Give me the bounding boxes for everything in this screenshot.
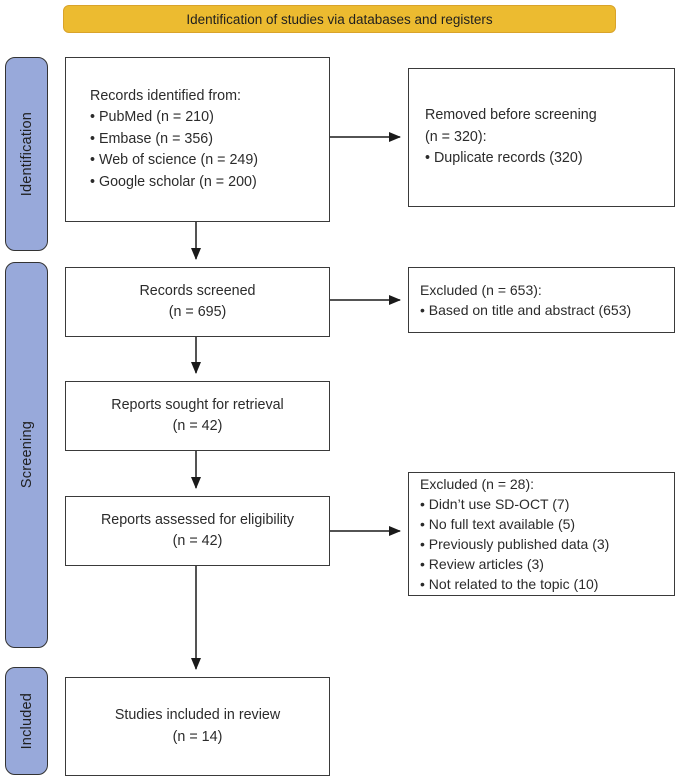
box-excluded-eligibility: [408, 472, 675, 596]
stage-label-identification: [5, 57, 48, 251]
box-records-screened: [65, 267, 330, 337]
box-studies-included: [65, 677, 330, 776]
box-title: Records identified from:: [90, 87, 241, 104]
box-reports-assessed: [65, 496, 330, 566]
bullet-item: • No full text available (5): [420, 514, 609, 534]
stage-included-text: Included: [18, 692, 35, 750]
box-line2: (n = 14): [172, 728, 223, 745]
bullet-list: [90, 107, 258, 193]
box-reports-sought: [65, 381, 330, 451]
bullet-item: • PubMed (n = 210): [90, 107, 258, 128]
bullet-item: • Didn’t use SD-OCT (7): [420, 494, 609, 514]
box-line2: (n = 42): [172, 533, 223, 549]
box-records-identified: [65, 57, 330, 222]
box-line1: Reports assessed for eligibility: [100, 511, 295, 528]
box-excluded-title-abstract: [408, 267, 675, 333]
banner-label: Identification of studies via databases and registers: [186, 11, 493, 27]
bullet-item: • Previously published data (3): [420, 534, 609, 554]
bullet-item: • Duplicate records (320): [425, 148, 597, 169]
box-line1: Reports sought for retrieval: [111, 396, 284, 413]
bullet-list: [425, 148, 597, 169]
box-title: Excluded (n = 653):: [420, 281, 542, 298]
bullet-item: • Web of science (n = 249): [90, 150, 258, 171]
box-removed-before-screening: [408, 68, 675, 207]
stage-identification-text: Identification: [18, 111, 35, 197]
bullet-list: [420, 300, 631, 320]
box-title: Excluded (n = 28):: [420, 475, 535, 492]
stage-screening-text: Screening: [18, 421, 35, 489]
box-line1: Records screened: [139, 282, 256, 299]
stage-label-included: [5, 667, 48, 775]
bullet-item: • Review articles (3): [420, 554, 609, 574]
box-line1: Studies included in review: [114, 707, 281, 724]
box-title-line2: (n = 320):: [425, 128, 487, 145]
bullet-item: • Google scholar (n = 200): [90, 172, 258, 193]
box-line2: (n = 42): [172, 418, 223, 434]
box-line2: (n = 695): [168, 304, 227, 320]
stage-label-screening: [5, 262, 48, 648]
box-title-line1: Removed before screening: [425, 107, 597, 124]
bullet-list: [420, 494, 609, 595]
banner-identification-via-databases: [63, 5, 616, 33]
bullet-item: • Based on title and abstract (653): [420, 300, 631, 320]
bullet-item: • Not related to the topic (10): [420, 574, 609, 594]
bullet-item: • Embase (n = 356): [90, 129, 258, 150]
